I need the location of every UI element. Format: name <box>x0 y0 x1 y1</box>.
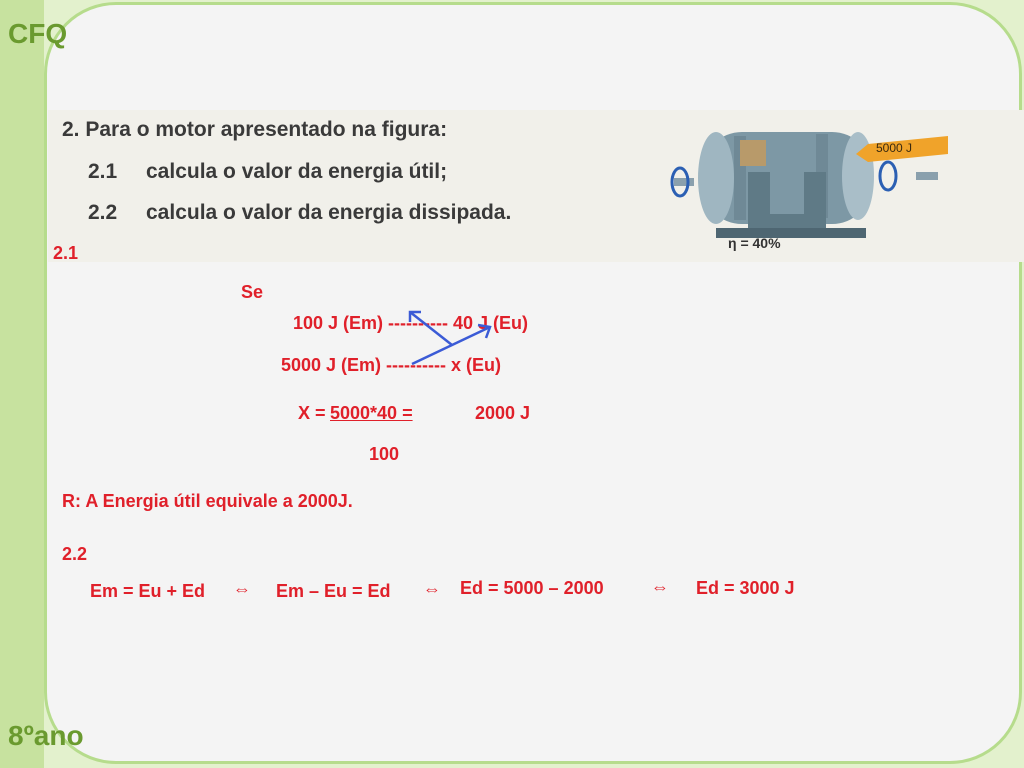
question-2-2-text: calcula o valor da energia dissipada. <box>146 201 512 224</box>
energy-equation-2: Em – Eu = Ed <box>276 581 391 601</box>
section-2-1-label: 2.1 <box>53 243 79 263</box>
dissipated-energy-result: Ed = 3000 J <box>696 578 795 598</box>
energy-equation-3: Ed = 5000 – 2000 <box>460 578 604 598</box>
proportion-row-1: 100 J (Em) ---------- 40 J (Eu) <box>293 313 529 333</box>
x-result: 2000 J <box>475 403 531 423</box>
energy-equation-1: Em = Eu + Ed <box>90 581 206 601</box>
x-numerator: 5000*40 = <box>330 403 413 423</box>
equivalence-symbol-3: ⇔ <box>651 577 669 597</box>
equivalence-symbol-2: ⇔ <box>423 579 441 599</box>
proportion-row-2: 5000 J (Em) ---------- x (Eu) <box>281 355 501 375</box>
question-2-1-number: 2.1 <box>88 160 118 183</box>
section-2-2-label: 2.2 <box>62 544 88 564</box>
question-title: 2. Para o motor apresentado na figura: <box>62 118 448 141</box>
question-2-1-text: calcula o valor da energia útil; <box>146 160 448 183</box>
x-denominator: 100 <box>369 444 400 464</box>
useful-energy-answer: R: A Energia útil equivale a 2000J. <box>62 491 353 511</box>
x-equation-lhs: X = <box>298 403 326 423</box>
efficiency-label: η = 40% <box>728 235 781 251</box>
question-2-2-number: 2.2 <box>88 201 118 224</box>
subject-label: CFQ <box>8 18 68 49</box>
energy-input-label: 5000 J <box>876 141 913 155</box>
rule-of-three-intro: Se <box>241 282 264 302</box>
equivalence-symbol-1: ⇔ <box>233 579 251 599</box>
grade-label: 8ºano <box>8 720 84 751</box>
